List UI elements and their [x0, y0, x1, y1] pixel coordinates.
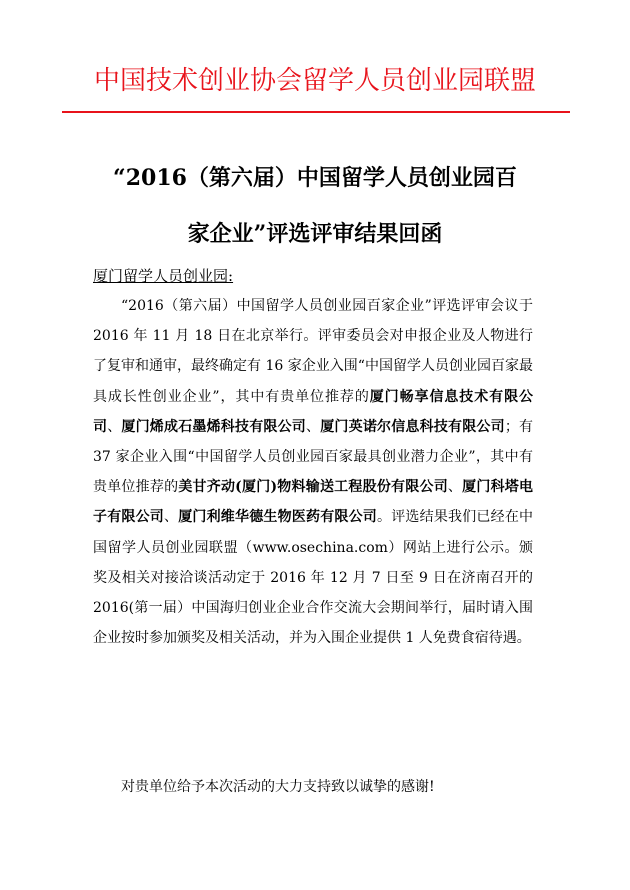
separator: 、 — [164, 509, 179, 526]
company-name: 厦门烯成石墨烯科技有限公司 — [121, 418, 307, 435]
title-line-1: “2016（第六届）中国留学人员创业园百 — [113, 165, 517, 191]
body-text-2: ；有 37 家企业入围“中国留学人员创业园百家最具创业潜力企业”，其中有贵单位推荐的 — [93, 418, 534, 496]
body-paragraph — [93, 291, 533, 653]
separator: 、 — [107, 418, 122, 435]
document-title — [80, 150, 550, 262]
separator: 、 — [306, 418, 321, 435]
letter-body — [93, 291, 533, 653]
letterhead-org-name: 中国技术创业协会留学人员创业园联盟 — [93, 66, 536, 96]
company-name: 厦门英诺尔信息科技有限公司 — [320, 418, 505, 435]
body-text-1: “2016（第六届）中国留学人员创业园百家企业”评选评审会议于 2016 年 11 月 18 日在北京举行。评审委员会对申报企业及人物进行了复审和通审，最终确定有 16 家企业入围“中国留学人员创业园百家最具成长性创业企业”，其中有贵单位推荐的 — [93, 298, 533, 405]
title-line-2: 家企业”评选评审结果回函 — [187, 221, 443, 247]
separator: 、 — [447, 479, 463, 496]
letterhead-divider — [62, 111, 570, 113]
company-name: 厦门畅享信息技术有限公司 — [93, 388, 534, 435]
company-name: 美甘齐动(厦门)物料输送工程股份有限公司 — [178, 479, 448, 496]
addressee: 厦门留学人员创业园: — [93, 267, 234, 285]
body-text-3: 。评选结果我们已经在中国留学人员创业园联盟（www.osechina.com）网站上进行公示。颁奖及相关对接洽谈活动定于 2016 年 12 月 7 日至 9 日在济南召开的 2016(第一届）中国海归创业企业合作交流大会期间举行，届时请入围企业按时参加颁奖及相关活动，并为入围企业提供 1 人免费食宿待遇。 — [93, 509, 534, 647]
closing-remark: 对贵单位给予本次活动的大力支持致以诚挚的感谢! — [121, 779, 435, 795]
company-name: 厦门利维华德生物医药有限公司 — [178, 509, 378, 526]
company-name: 厦门科塔电子有限公司 — [93, 479, 534, 526]
